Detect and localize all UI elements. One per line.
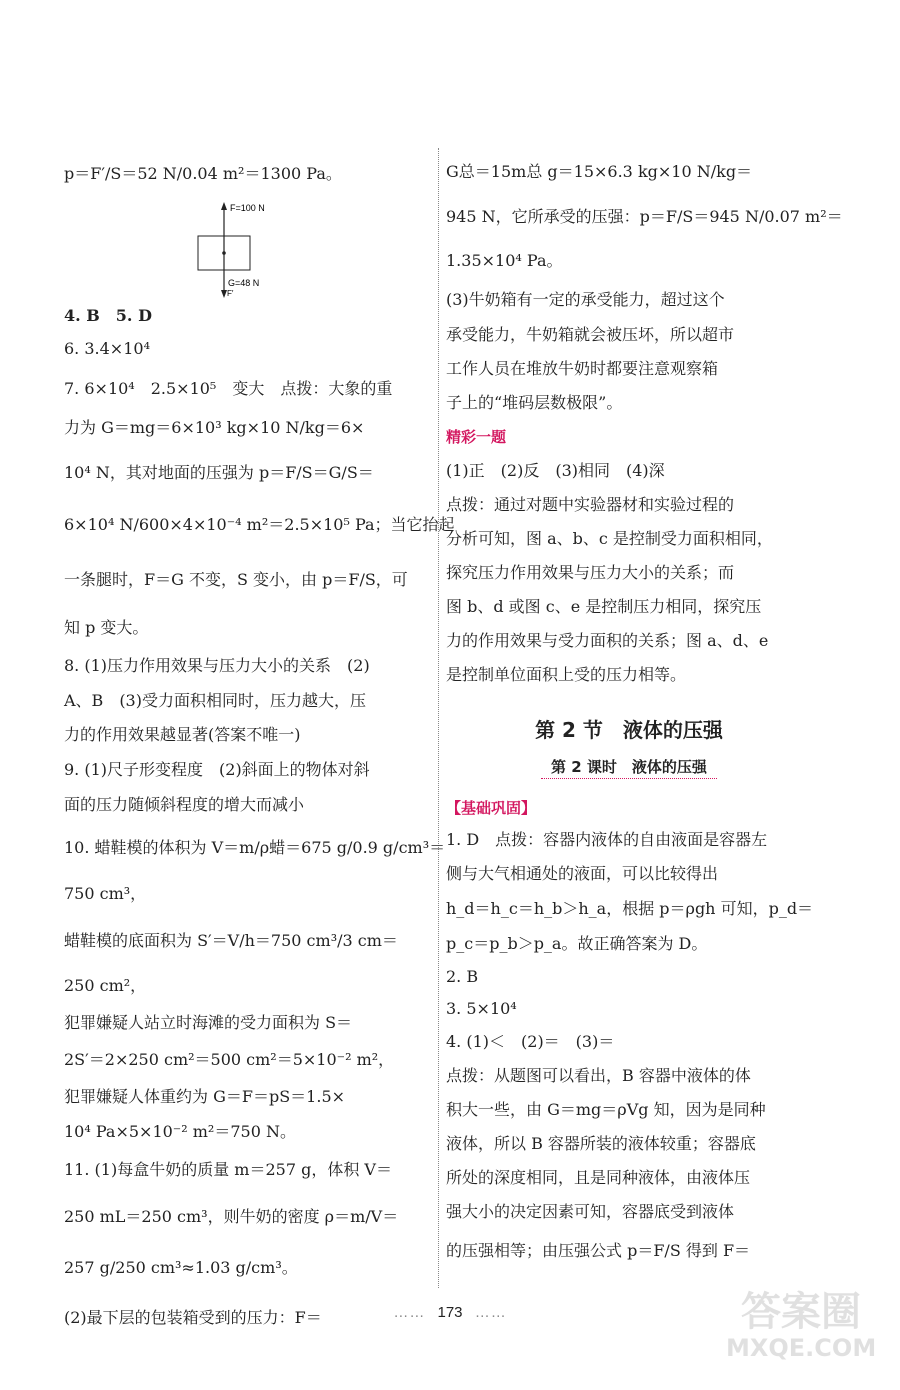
answer-6: 6. 3.4×10⁴ [64, 339, 150, 359]
answer-10-line: 2S′＝2×250 cm²＝500 cm²＝5×10⁻² m²， [64, 1050, 395, 1070]
answer-11-part3-line: 承受能力，牛奶箱就会被压坏，所以超市 [446, 325, 735, 344]
answer-4-5: 4. B 5. D [64, 306, 152, 325]
answer-10-line: 犯罪嫌疑人体重约为 G＝F＝pS＝1.5× [64, 1087, 346, 1107]
answer-r3: 3. 5×10⁴ [446, 998, 517, 1018]
force-up-label: F=100 N [230, 203, 265, 213]
answer-8 [64, 648, 430, 752]
watermark-line2: MXQE.COM [726, 1334, 877, 1362]
answer-7-line: 6×10⁴ N/600×4×10⁻⁴ m²＝2.5×10⁵ Pa；当它抬起 [64, 515, 455, 535]
answer-r4-note-line: 强大小的决定因素可知，容器底受到液体 [446, 1201, 735, 1221]
answer-11-part3-line: 工作人员在堆放牛奶时都要注意观察箱 [446, 359, 719, 378]
answer-11-line: 257 g/250 cm³≈1.03 g/cm³。 [64, 1258, 298, 1278]
jingcai-note-line: 点拨：通过对题中实验器材和实验过程的 [446, 495, 735, 514]
answer-r4-note-line: 所处的深度相同，且是同种液体，由液体压 [446, 1167, 751, 1187]
answer-7-line: 一条腿时，F＝G 不变，S 变小，由 p＝F/S，可 [64, 570, 408, 590]
gravity-label: G=48 N [228, 278, 260, 288]
answer-11-line: 250 mL＝250 cm³，则牛奶的密度 ρ＝m/V＝ [64, 1207, 399, 1227]
answer-10-line: 犯罪嫌疑人站立时海滩的受力面积为 S＝ [64, 1013, 353, 1033]
jingcai-title: 精彩一题 [446, 428, 507, 446]
jingcai-answer: (1)正 (2)反 (3)相同 (4)深 [446, 461, 665, 480]
answer-7-line: 力为 G＝mg＝6×10³ kg×10 N/kg＝6× [64, 418, 365, 438]
answer-r1-line: h_d＝h_c＝h_b＞h_a，根据 p＝ρgh 可知，p_d＝ [446, 898, 814, 918]
watermark-logo [726, 1290, 876, 1370]
answer-10-line: 750 cm³， [64, 884, 147, 904]
answer-r4: 4. (1)＜ (2)＝ (3)＝ [446, 1031, 615, 1051]
answer-r4-note-line: 积大一些，由 G＝mg＝ρVg 知，因为是同种 [446, 1099, 766, 1119]
answer-r1-line: 1. D 点拨：容器内液体的自由液面是容器左 [446, 829, 768, 849]
page-number: 173 [437, 1304, 463, 1321]
jingcai-note-line: 探究压力作用效果与压力大小的关系；而 [446, 563, 735, 582]
answer-10 [64, 822, 446, 1148]
answer-r4-note-line: 点拨：从题图可以看出，B 容器中液体的体 [446, 1065, 751, 1085]
answer-11-part3-line: (3)牛奶箱有一定的承受能力，超过这个 [446, 290, 725, 309]
jingcai-note-line: 力的作用效果与受力面积的关系；图 a、d、e [446, 631, 769, 650]
answer-11-part3-line: 子上的“堆码层数极限”。 [446, 393, 623, 412]
force-down-label: F′ [227, 289, 234, 298]
jingcai-note-line: 图 b、d 或图 c、e 是控制压力相同，探究压 [446, 597, 762, 616]
watermark-line1: 答案圈 [741, 1289, 861, 1335]
jingcai-note [446, 488, 812, 692]
answer-7-line: 知 p 变大。 [64, 618, 149, 638]
footer-dots-right: …… [474, 1304, 507, 1321]
answer-9-line: 9. (1)尺子形变程度 (2)斜面上的物体对斜 [64, 760, 370, 780]
answer-11-cont [446, 150, 843, 282]
column-divider [438, 148, 439, 1288]
answer-r2: 2. B [446, 966, 479, 986]
jichu-title: 【基础巩固】 [446, 798, 537, 817]
answer-8-line: 力的作用效果越显著(答案不唯一) [64, 725, 301, 745]
pressure-result-line: p＝F′/S＝52 N/0.04 m²＝1300 Pa。 [64, 164, 342, 184]
jingcai-note-line: 是控制单位面积上受的压力相等。 [446, 665, 687, 684]
answer-r1-line: p_c＝p_b＞p_a。故正确答案为 D。 [446, 933, 708, 953]
answer-10-line: 10. 蜡鞋模的体积为 V＝m/ρ蜡＝675 g/0.9 g/cm³＝ [64, 838, 446, 858]
answer-11-cont-line: 1.35×10⁴ Pa。 [446, 251, 563, 270]
answer-r1-line: 侧与大气相通处的液面，可以比较得出 [446, 863, 719, 883]
footer-dots-left: …… [393, 1304, 426, 1321]
force-diagram [194, 202, 294, 300]
answer-7-line: 7. 6×10⁴ 2.5×10⁵ 变大 点拨：大象的重 [64, 379, 393, 399]
answer-11-cont-line: G总＝15m总 g＝15×6.3 kg×10 N/kg＝ [446, 162, 753, 181]
answer-11-cont-line: 945 N，它所承受的压强：p＝F/S＝945 N/0.07 m²＝ [446, 207, 843, 226]
answer-10-line: 250 cm²， [64, 976, 147, 996]
force-diagram-figure [194, 202, 294, 300]
answer-r1 [446, 823, 812, 961]
answer-11-line: 11. (1)每盒牛奶的质量 m＝257 g，体积 V＝ [64, 1160, 392, 1180]
answer-9 [64, 752, 430, 822]
section-title: 第 2 节 液体的压强 [535, 718, 723, 742]
answer-r4-note [446, 1059, 812, 1273]
answer-11-line: (2)最下层的包装箱受到的压力：F＝ [64, 1308, 322, 1328]
answer-7 [64, 370, 455, 648]
answer-8-line: 8. (1)压力作用效果与压力大小的关系 (2) [64, 656, 370, 676]
lesson-title [446, 755, 812, 779]
answer-9-line: 面的压力随倾斜程度的增大而减小 [64, 795, 305, 815]
answer-11-part3 [446, 282, 812, 420]
answer-10-line: 10⁴ Pa×5×10⁻² m²＝750 N。 [64, 1122, 296, 1142]
jingcai-note-line: 分析可知，图 a、b、c 是控制受力面积相同， [446, 529, 773, 548]
answer-r4-note-line: 液体，所以 B 容器所装的液体较重；容器底 [446, 1133, 756, 1153]
lesson-title-text: 第 2 课时 液体的压强 [541, 758, 717, 779]
answer-r4-note-line: 的压强相等；由压强公式 p＝F/S 得到 F＝ [446, 1240, 751, 1260]
right-column [446, 150, 843, 1273]
answer-10-line: 蜡鞋模的底面积为 S′＝V/h＝750 cm³/3 cm＝ [64, 931, 398, 951]
answer-7-line: 10⁴ N，其对地面的压强为 p＝F/S＝G/S＝ [64, 463, 374, 483]
answer-8-line: A、B (3)受力面积相同时，压力越大，压 [64, 691, 366, 711]
